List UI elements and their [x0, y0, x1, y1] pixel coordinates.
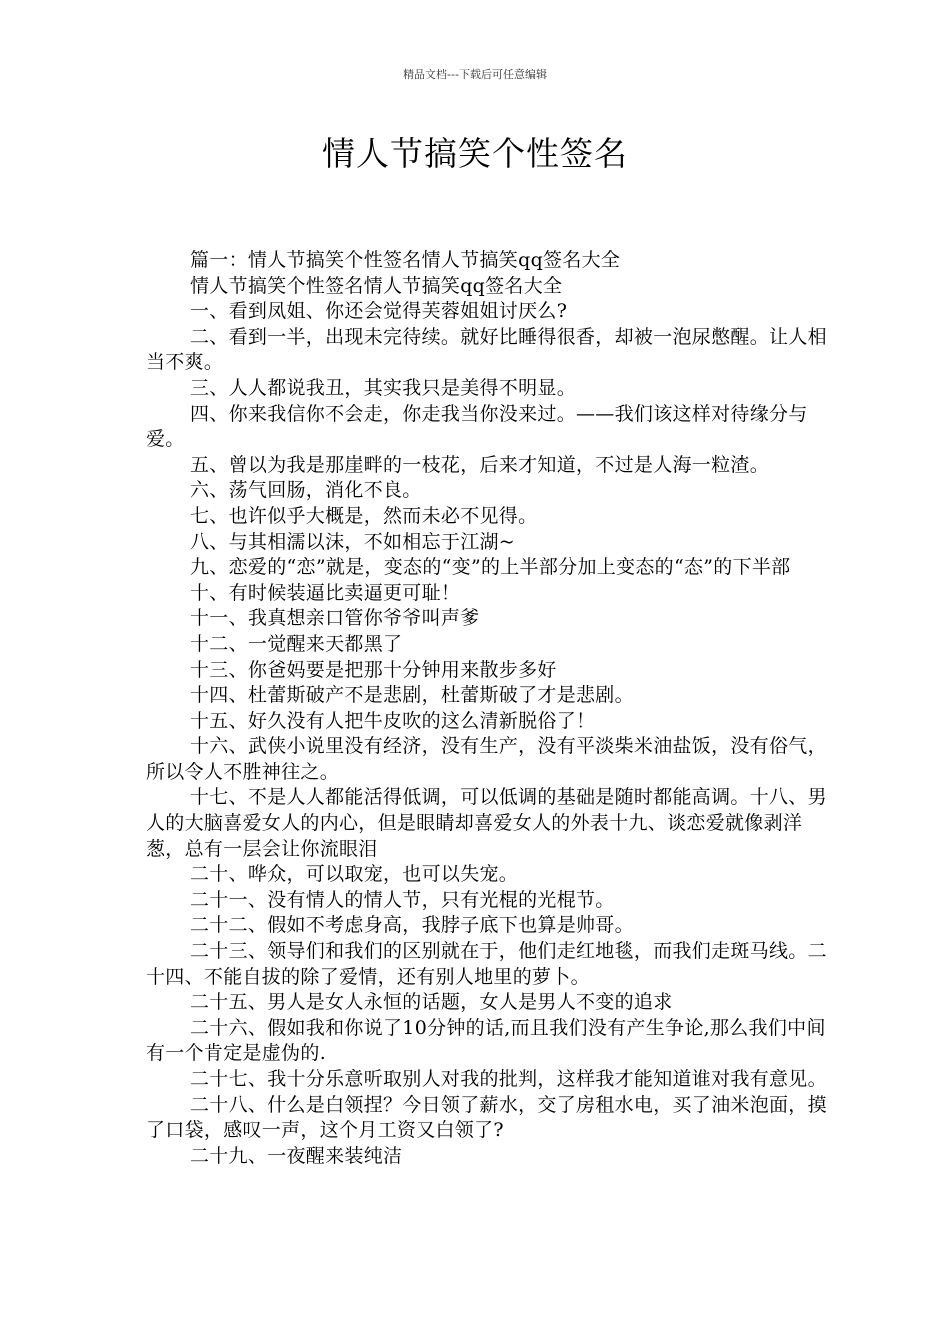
paragraph: 十、有时候装逼比卖逼更可耻！: [190, 581, 461, 604]
paragraph: 一、看到凤姐、你还会觉得芙蓉姐姐讨厌么?: [190, 300, 568, 323]
paragraph: 二十五、男人是女人永恒的话题，女人是男人不变的追求: [190, 991, 673, 1014]
paragraph: 三、人人都说我丑，其实我只是美得不明显。: [190, 376, 577, 399]
paragraph: 二十、哗众，可以取宠，也可以失宠。: [190, 863, 519, 886]
paragraph: 十五、好久没有人把牛皮吹的这么清新脱俗了！: [190, 709, 596, 732]
paragraph: 十一、我真想亲口管你爷爷叫声爹: [190, 607, 480, 630]
paragraph: 二十六、假如我和你说了10分钟的话,而且我们没有产生争论,那么我们中间有一个肯定是虚伪的.: [146, 1016, 826, 1065]
paragraph: 二十八、什么是白领捏？今日领了薪水，交了房租水电，买了油米泡面，摸了口袋，感叹一声，这个月工资又白领了?: [146, 1093, 827, 1142]
paragraph: 七、也许似乎大概是，然而未必不见得。: [190, 504, 538, 527]
paragraph: 十六、武侠小说里没有经济，没有生产，没有平淡柴米油盐饭，没有俗气，所以令人不胜神往之。: [146, 735, 827, 783]
paragraph: 八、与其相濡以沫，不如相忘于江湖~: [190, 530, 516, 553]
paragraph: 六、荡气回肠，消化不良。: [190, 479, 422, 502]
paragraph: 二十九、一夜醒来装纯洁: [190, 1144, 403, 1167]
paragraph: 二十二、假如不考虑身高，我脖子底下也算是帅哥。: [190, 914, 634, 937]
paragraph: 情人节搞笑个性签名情人节搞笑qq签名大全: [190, 274, 563, 297]
paragraph: 十四、杜蕾斯破产不是悲剧，杜蕾斯破了才是悲剧。: [190, 684, 634, 707]
paragraph: 九、恋爱的“恋”就是，变态的“变”的上半部分加上变态的“态”的下半部: [190, 556, 791, 579]
document-title: 情人节搞笑个性签名: [322, 134, 628, 173]
paragraph: 十三、你爸妈要是把那十分钟用来散步多好: [190, 658, 557, 681]
paragraph: 二十一、没有情人的情人节，只有光棍的光棍节。: [190, 888, 615, 911]
paragraph: 十七、不是人人都能活得低调，可以低调的基础是随时都能高调。十八、男人的大脑喜爱女人的内心，但是眼睛却喜爱女人的外表十九、谈恋爱就像剥洋葱，总有一层会让你流眼泪: [146, 786, 827, 860]
paragraph: 篇一：情人节搞笑个性签名情人节搞笑qq签名大全: [190, 249, 621, 271]
page-header: 精品文档---下载后可任意编辑: [403, 68, 547, 81]
paragraph: 二十三、领导们和我们的区别就在于，他们走红地毯，而我们走斑马线。二十四、不能自拔的除了爱情，还有别人地里的萝卜。: [146, 940, 827, 988]
paragraph: 四、你来我信你不会走，你走我当你没来过。——我们该这样对待缘分与爱。: [146, 402, 808, 451]
paragraph: 二、看到一半，出现未完待续。就好比睡得很香，却被一泡尿憋醒。让人相当不爽。: [146, 325, 827, 374]
paragraph: 五、曾以为我是那崖畔的一枝花，后来才知道，不过是人海一粒渣。: [190, 453, 770, 476]
document-body: [146, 248, 836, 1169]
paragraph: 十二、一觉醒来天都黑了: [190, 632, 403, 655]
paragraph: 二十七、我十分乐意听取别人对我的批判，这样我才能知道谁对我有意见。: [190, 1068, 827, 1090]
